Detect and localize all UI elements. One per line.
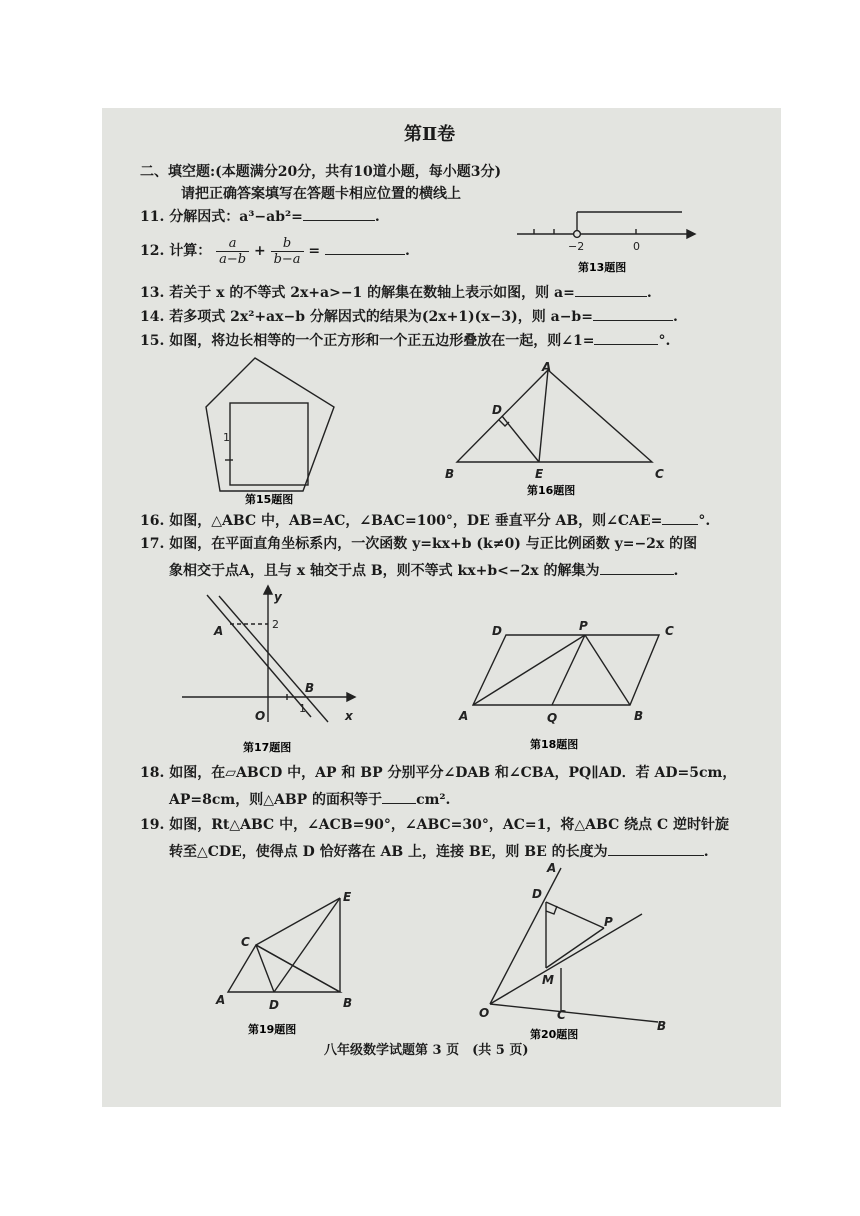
question-13: 13. 若关于 x 的不等式 2x+a>−1 的解集在数轴上表示如图，则 a= . — [140, 282, 652, 302]
question-text: 如图，将边长相等的一个正方形和一个正五边形叠放在一起，则∠1= — [169, 333, 595, 349]
fig17-label-2: 2 — [272, 618, 279, 631]
question-number: 18. — [140, 765, 165, 781]
fig17-origin: O — [255, 709, 266, 723]
question-text: 象相交于点A，且与 x 轴交于点 B，则不等式 kx+b<−2x 的解集为 — [169, 563, 600, 579]
question-number: 15. — [140, 333, 165, 349]
fig17-label-y: y — [274, 590, 282, 604]
fig17-point-b: B — [305, 681, 315, 695]
question-number: 13. — [140, 285, 165, 301]
fig20-point-o: O — [479, 1006, 490, 1020]
fig18-point-b: B — [634, 709, 644, 723]
question-number: 16. — [140, 513, 165, 529]
fig19-caption: 第19题图 — [248, 1023, 297, 1036]
fig16-point-e: E — [535, 467, 544, 481]
figure-20-angle — [490, 868, 658, 1022]
fig18-caption: 第18题图 — [530, 738, 579, 751]
fig13-caption: 第13题图 — [578, 261, 627, 274]
question-17-line2: 象相交于点A，且与 x 轴交于点 B，则不等式 kx+b<−2x 的解集为 . — [169, 560, 678, 580]
question-number: 17. — [140, 536, 165, 552]
fig19-point-a: A — [216, 993, 226, 1007]
question-19-line2: 转至△CDE，使得点 D 恰好落在 AB 上，连接 BE，则 BE 的长度为 . — [169, 841, 709, 861]
question-text: AP=8cm，则△ABP 的面积等于 — [169, 792, 383, 808]
fig15-caption: 第15题图 — [245, 493, 294, 506]
question-15: 15. 如图，将边长相等的一个正方形和一个正五边形叠放在一起，则∠1= °. — [140, 330, 670, 350]
fig17-point-a: A — [214, 624, 224, 638]
fraction: $\frac{a}{a-b}$ — [216, 236, 249, 267]
page-title: 第Ⅱ卷 — [404, 124, 456, 145]
figure-13-number-line — [517, 212, 695, 238]
figure-labels — [213, 240, 674, 1041]
figure-15-pentagon-square — [206, 358, 334, 491]
fig18-point-q: Q — [547, 711, 558, 725]
fig17-caption: 第17题图 — [243, 741, 292, 754]
fraction: $\frac{b}{b-a}$ — [271, 236, 304, 267]
question-text: 若关于 x 的不等式 2x+a>−1 的解集在数轴上表示如图，则 a= — [169, 285, 575, 301]
fig13-tick-neg2: −2 — [568, 240, 585, 253]
question-text: 如图，Rt△ABC 中，∠ACB=90°，∠ABC=30°，AC=1，将△ABC 绕点 C 逆时针旋 — [169, 817, 730, 833]
fig16-point-a: A — [542, 360, 552, 374]
fig20-point-c: C — [557, 1008, 566, 1022]
question-text: 如图，△ABC 中，AB=AC，∠BAC=100°，DE 垂直平分 AB，则∠CAE= — [169, 513, 663, 529]
question-text: 转至△CDE，使得点 D 恰好落在 AB 上，连接 BE，则 BE 的长度为 — [169, 844, 608, 860]
fig19-point-d: D — [269, 998, 279, 1012]
fig18-point-d: D — [492, 624, 502, 638]
figure-18-parallelogram — [473, 635, 659, 705]
question-12: 12. 计算： $\frac{a}{a-b}$ + $\frac{b}{b-a}$ = . — [140, 235, 410, 267]
fig17-label-x: x — [345, 709, 353, 723]
question-text: 如图，在平面直角坐标系内，一次函数 y=kx+b (k≠0) 与正比例函数 y=−2x 的图 — [169, 536, 698, 552]
question-text: 分解因式：a³−ab²= — [169, 209, 303, 225]
fig17-label-1: 1 — [299, 702, 306, 715]
question-18-line2: AP=8cm，则△ABP 的面积等于 cm². — [169, 789, 450, 809]
question-16: 16. 如图，△ABC 中，AB=AC，∠BAC=100°，DE 垂直平分 AB，则∠CAE= °. — [140, 510, 710, 530]
fig20-caption: 第20题图 — [530, 1028, 579, 1041]
fig16-point-c: C — [655, 467, 664, 481]
fig20-point-m: M — [542, 973, 554, 987]
fig16-point-d: D — [492, 403, 502, 417]
fig18-point-c: C — [665, 624, 674, 638]
section-instruction: 请把正确答案填写在答题卡相应位置的横线上 — [181, 186, 461, 202]
section-heading: 二、填空题:(本题满分20分，共有10道小题，每小题3分) — [140, 164, 502, 180]
fig20-point-d: D — [532, 887, 542, 901]
figures-layer — [102, 108, 781, 1107]
question-number: 14. — [140, 309, 165, 325]
fig18-point-a: A — [459, 709, 469, 723]
question-11: 11. 分解因式：a³−ab²= . — [140, 206, 380, 226]
exam-page — [102, 108, 781, 1107]
question-text: 如图，在▱ABCD 中，AP 和 BP 分别平分∠DAB 和∠CBA，PQ∥AD．若 AD=5cm， — [169, 765, 737, 781]
fig19-point-c: C — [241, 935, 250, 949]
fig16-caption: 第16题图 — [527, 484, 576, 497]
figure-17-coordinate — [182, 586, 355, 722]
fig18-point-p: P — [579, 619, 588, 633]
fig15-angle-label: 1 — [223, 431, 230, 444]
fig20-point-p: P — [604, 915, 613, 929]
figure-16-triangle — [457, 370, 652, 462]
fig13-tick-0: 0 — [633, 240, 640, 253]
fig19-point-e: E — [343, 890, 352, 904]
fig16-point-b: B — [445, 467, 455, 481]
question-number: 19. — [140, 817, 165, 833]
fig19-point-b: B — [343, 996, 353, 1010]
question-number: 12. — [140, 243, 165, 259]
question-14: 14. 若多项式 2x²+ax−b 分解因式的结果为(2x+1)(x−3)，则 a−b= . — [140, 306, 678, 326]
question-number: 11. — [140, 209, 165, 225]
question-text: 若多项式 2x²+ax−b 分解因式的结果为(2x+1)(x−3)，则 a−b= — [169, 309, 593, 325]
fig20-point-a: A — [547, 861, 557, 875]
page-footer: 八年级数学试题第 3 页 (共 5 页) — [324, 1043, 529, 1058]
fig20-point-b: B — [657, 1019, 667, 1033]
